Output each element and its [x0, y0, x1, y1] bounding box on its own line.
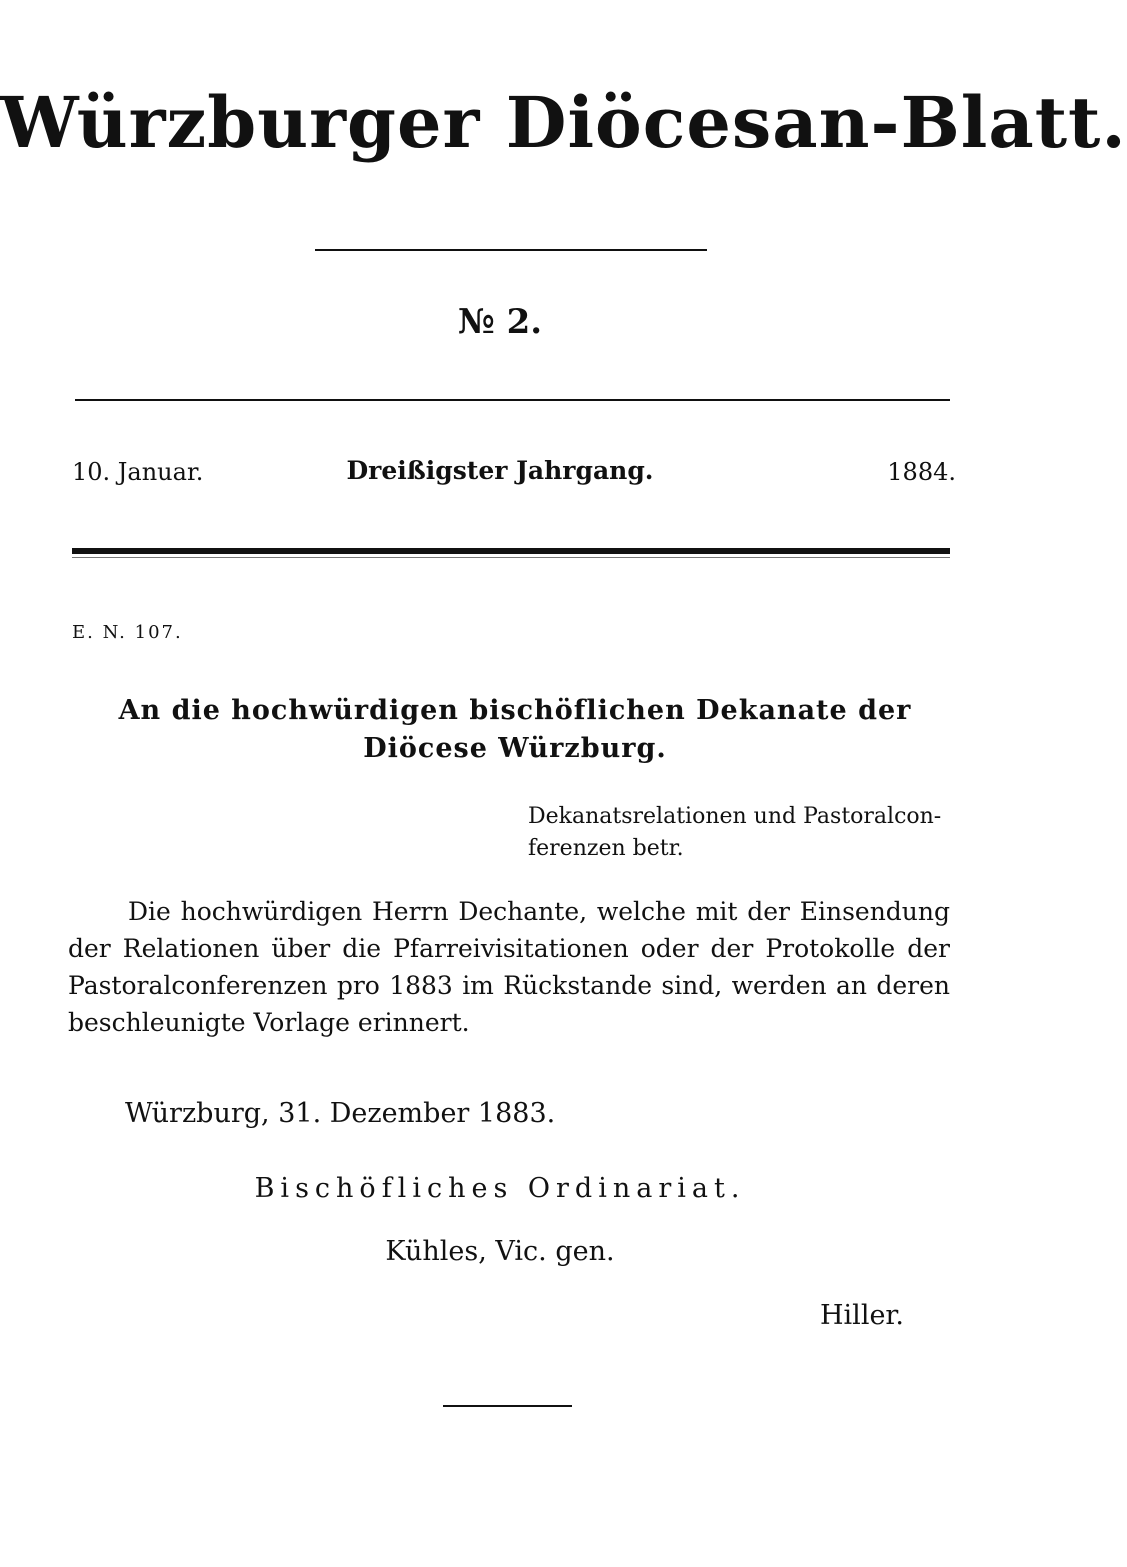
subject-line-1: Dekanatsrelationen und Pastoralcon- [528, 804, 942, 829]
signer-primary: Kühles, Vic. gen. [385, 1236, 615, 1267]
issuing-office: Bischöfliches Ordinariat. [254, 1173, 746, 1204]
issue-date: 10. Januar. [72, 458, 204, 486]
place-date: Würzburg, 31. Dezember 1883. [125, 1098, 556, 1129]
signer-secondary: Hiller. [820, 1300, 904, 1331]
notice-body: Die hochwürdigen Herrn Dechante, welche mit der Einsendung der Relationen über die Pfarreivisitationen oder der Protokolle der Pastoralconferenzen pro 1883 im Rückstande sind, werden an deren beschleunigte Vorlage erinnert. [68, 897, 950, 1037]
issue-year: 1884. [887, 458, 956, 486]
notice-heading: An die hochwürdigen bischöflichen Dekanate der Diöcese Würzburg. [118, 695, 912, 764]
subject-line [528, 801, 958, 865]
masthead-title: Würzburger Diöcesan-Blatt. [0, 81, 1127, 164]
end-divider [443, 1405, 572, 1407]
masthead-divider [315, 249, 707, 251]
issue-divider [75, 399, 950, 401]
subject-line-2: ferenzen betr. [528, 836, 684, 861]
header-under-divider [72, 557, 950, 558]
volume-label: Dreißigster Jahrgang. [346, 456, 654, 485]
reference-number: E. N. 107. [72, 622, 183, 643]
issue-number: № 2. [457, 302, 543, 342]
header-thick-divider [72, 548, 950, 554]
